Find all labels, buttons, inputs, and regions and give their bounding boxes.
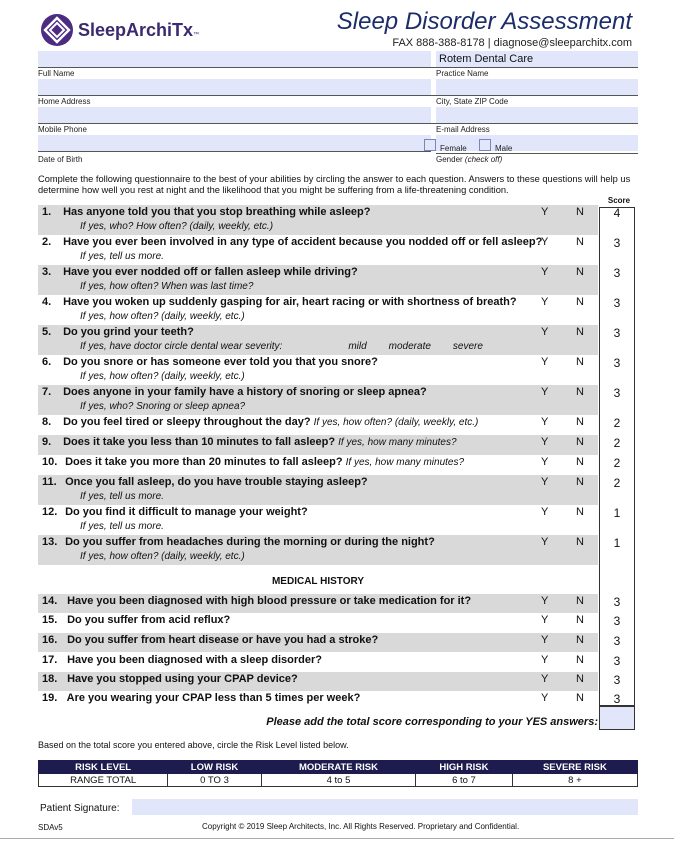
question-score: 3 <box>613 296 621 310</box>
no-option[interactable]: N <box>576 356 584 368</box>
question-followup-line <box>80 521 186 532</box>
logo <box>40 12 210 48</box>
question-row <box>38 455 598 475</box>
question-score: 3 <box>613 386 621 400</box>
question-number: 16. <box>42 634 58 646</box>
divider <box>38 95 638 96</box>
gender-hint: (check off) <box>464 155 503 164</box>
question-text <box>42 614 230 626</box>
logo-tm: ™ <box>193 31 200 38</box>
question-followup: If yes, how many minutes? <box>345 457 465 468</box>
question-number: 2. <box>42 236 52 248</box>
question-score: 2 <box>613 436 621 450</box>
yes-option[interactable]: Y <box>541 436 549 448</box>
question-score: 3 <box>613 614 621 628</box>
question-followup: If yes, who? Snoring or sleep apnea? <box>80 401 246 412</box>
question-number: 12. <box>42 506 58 518</box>
yes-option[interactable]: Y <box>541 595 549 607</box>
question-number: 6. <box>42 356 52 368</box>
total-score-field[interactable] <box>599 706 635 730</box>
signature-label: Patient Signature: <box>40 803 120 814</box>
question-text <box>42 356 378 368</box>
practice-value[interactable]: Rotem Dental Care <box>436 51 638 67</box>
question-score: 3 <box>613 236 621 250</box>
copyright: Copyright © 2019 Sleep Architects, Inc. All Rights Reserved. Proprietary and Confidential. <box>202 822 520 831</box>
mobile-field[interactable] <box>38 135 431 151</box>
yes-option[interactable]: Y <box>541 356 549 368</box>
question-score: 3 <box>613 654 621 668</box>
yes-option[interactable]: Y <box>541 416 549 428</box>
medical-row <box>38 653 598 672</box>
question-followup-line <box>80 551 267 562</box>
no-option[interactable]: N <box>576 673 584 685</box>
question-label: Does anyone in your family have a history of snoring or sleep apnea? <box>63 386 427 398</box>
question-number: 9. <box>42 436 52 448</box>
male-checkbox[interactable] <box>479 139 491 151</box>
question-row <box>38 475 598 505</box>
yes-option[interactable]: Y <box>541 476 549 488</box>
question-followup: If yes, how often? (daily, weekly, etc.) <box>313 417 479 428</box>
question-row <box>38 435 598 455</box>
risk-header-cell: HIGH RISK <box>416 761 513 774</box>
medical-row <box>38 691 598 710</box>
footer-divider <box>0 838 674 839</box>
score-header: Score <box>607 196 631 205</box>
question-score: 3 <box>613 634 621 648</box>
question-score: 2 <box>613 476 621 490</box>
question-row <box>38 355 598 385</box>
question-label: Do you grind your teeth? <box>63 326 194 338</box>
question-row <box>38 505 598 535</box>
no-option[interactable]: N <box>576 416 584 428</box>
yes-option[interactable]: Y <box>541 456 549 468</box>
dob-label: Date of Birth <box>38 155 83 164</box>
question-row <box>38 415 598 435</box>
question-text <box>42 416 478 428</box>
yes-option[interactable]: Y <box>541 206 549 218</box>
city-label: City, State ZIP Code <box>436 97 509 106</box>
female-label: Female <box>440 144 467 153</box>
female-checkbox[interactable] <box>424 139 436 151</box>
question-label: Once you fall asleep, do you have trouble staying asleep? <box>65 476 368 488</box>
medical-row <box>38 633 598 652</box>
question-label: Are you wearing your CPAP less than 5 times per week? <box>66 692 361 704</box>
question-followup: If yes, tell us more. <box>80 491 164 502</box>
question-label: Have you ever been involved in any type of accident because you nodded off or fell asleep? <box>63 236 543 248</box>
question-number: 8. <box>42 416 52 428</box>
question-text <box>42 456 464 468</box>
question-text <box>42 236 542 248</box>
question-text <box>42 673 298 685</box>
question-score: 2 <box>613 416 621 430</box>
practice-spacer-field <box>38 51 431 67</box>
logo-mark-icon <box>40 13 74 47</box>
risk-header-cell: MODERATE RISK <box>261 761 415 774</box>
no-option[interactable]: N <box>576 634 584 646</box>
question-text <box>42 266 358 278</box>
question-label: Do you suffer from heart disease or have you had a stroke? <box>67 634 379 646</box>
medical-history-title: MEDICAL HISTORY <box>271 576 365 587</box>
question-followup: If yes, how many minutes? <box>338 437 457 448</box>
risk-header-cell: RISK LEVEL <box>39 761 168 774</box>
question-text <box>42 436 457 448</box>
question-label: Do you snore or has someone ever told you that you snore? <box>63 356 378 368</box>
severity-option[interactable]: severe <box>452 341 483 352</box>
no-option[interactable]: N <box>576 595 584 607</box>
question-number: 5. <box>42 326 52 338</box>
full-name-label: Full Name <box>38 69 75 78</box>
question-score: 1 <box>613 536 621 550</box>
risk-header-row <box>39 761 638 774</box>
question-label: Do you feel tired or sleepy throughout the day? <box>63 416 311 428</box>
question-score: 3 <box>613 595 621 609</box>
question-number: 19. <box>42 692 58 704</box>
question-followup-line <box>80 341 505 352</box>
no-option[interactable]: N <box>576 536 584 548</box>
no-option[interactable]: N <box>576 266 584 278</box>
no-option[interactable]: N <box>576 236 584 248</box>
full-name-field[interactable] <box>38 79 431 95</box>
question-score: 3 <box>613 673 621 687</box>
question-number: 17. <box>42 654 58 666</box>
risk-value-cell[interactable]: 8 + <box>512 774 637 787</box>
contact-line: FAX 888-388-8178 | diagnose@sleeparchitx.com <box>392 37 632 49</box>
question-score: 3 <box>613 266 621 280</box>
question-label: Have you woken up suddenly gasping for air, heart racing or with shortness of breath? <box>63 296 517 308</box>
severity-option[interactable]: mild <box>348 341 367 352</box>
risk-value-cell: RANGE TOTAL <box>39 774 168 787</box>
intro-text: Complete the following questionnaire to the best of your abilities by circling the answer to each question. Answers to these questions will help us determine how well you rest at night and the likelihood that you might be suffering from a life-threatening condition. <box>38 174 631 195</box>
no-option[interactable]: N <box>576 326 584 338</box>
question-row <box>38 265 598 295</box>
yes-option[interactable]: Y <box>541 692 549 704</box>
risk-value-row <box>39 774 638 787</box>
question-row <box>38 535 598 565</box>
gender-label-text: Gender <box>436 155 463 164</box>
question-number: 18. <box>42 673 58 685</box>
signature-field[interactable] <box>132 799 638 815</box>
risk-intro: Based on the total score you entered above, circle the Risk Level listed below. <box>38 740 349 750</box>
risk-table <box>38 760 638 787</box>
no-option[interactable]: N <box>576 296 584 308</box>
question-text <box>42 692 360 704</box>
question-row <box>38 325 598 355</box>
question-followup: If yes, how often? When was last time? <box>80 281 254 292</box>
question-score: 2 <box>613 456 621 470</box>
question-text <box>42 206 371 218</box>
question-number: 4. <box>42 296 52 308</box>
no-option[interactable]: N <box>576 456 584 468</box>
question-score: 4 <box>613 206 621 220</box>
yes-option[interactable]: Y <box>541 654 549 666</box>
question-number: 14. <box>42 595 58 607</box>
question-followup: If yes, who? How often? (daily, weekly, etc.) <box>80 221 274 232</box>
question-followup-line <box>80 311 267 322</box>
question-followup: If yes, tell us more. <box>80 251 164 262</box>
logo-text: SleepArchiTx <box>78 19 194 40</box>
question-text <box>42 296 517 308</box>
risk-header-cell: SEVERE RISK <box>512 761 637 774</box>
divider <box>436 153 638 154</box>
risk-value-cell[interactable]: 6 to 7 <box>416 774 513 787</box>
yes-option[interactable]: Y <box>541 296 549 308</box>
severity-option[interactable]: moderate <box>388 341 431 352</box>
question-row <box>38 295 598 325</box>
risk-value-cell[interactable]: 4 to 5 <box>261 774 415 787</box>
question-followup-line <box>80 281 275 292</box>
question-label: Do you suffer from headaches during the morning or during the night? <box>65 536 435 548</box>
yes-option[interactable]: Y <box>541 326 549 338</box>
question-followup: If yes, how often? (daily, weekly, etc.) <box>80 371 245 382</box>
medical-row <box>38 672 598 691</box>
question-score: 3 <box>613 356 621 370</box>
no-option[interactable]: N <box>576 476 584 488</box>
question-label: Do you find it difficult to manage your weight? <box>65 506 308 518</box>
yes-option[interactable]: Y <box>541 536 549 548</box>
question-followup-line <box>80 251 186 262</box>
question-row <box>38 235 598 265</box>
yes-option[interactable]: Y <box>541 386 549 398</box>
mobile-label: Mobile Phone <box>38 125 87 134</box>
question-text <box>42 654 322 666</box>
city-field[interactable] <box>436 107 638 123</box>
question-number: 3. <box>42 266 52 278</box>
question-text <box>42 476 368 488</box>
no-option[interactable]: N <box>576 206 584 218</box>
question-followup: If yes, how often? (daily, weekly, etc.) <box>80 551 245 562</box>
practice-name-field[interactable] <box>436 79 638 95</box>
medical-row <box>38 594 598 613</box>
question-followup-line <box>80 401 267 412</box>
question-number: 11. <box>42 476 57 488</box>
question-label: Have you been diagnosed with a sleep disorder? <box>67 654 322 666</box>
question-label: Have you stopped using your CPAP device? <box>67 673 298 685</box>
question-score: 3 <box>613 326 621 340</box>
question-row <box>38 385 598 415</box>
question-text <box>42 326 194 338</box>
question-score: 3 <box>613 692 621 706</box>
question-number: 7. <box>42 386 52 398</box>
home-address-field[interactable] <box>38 107 431 123</box>
question-number: 13. <box>42 536 58 548</box>
yes-option[interactable]: Y <box>541 266 549 278</box>
version-label: SDAv5 <box>38 823 63 832</box>
question-followup: If yes, have doctor circle dental wear severity: <box>80 341 283 352</box>
question-label: Has anyone told you that you stop breathing while asleep? <box>63 206 371 218</box>
no-option[interactable]: N <box>576 614 584 626</box>
no-option[interactable]: N <box>576 654 584 666</box>
question-text <box>42 506 308 518</box>
question-number: 10. <box>42 456 58 468</box>
divider <box>38 123 638 124</box>
no-option[interactable]: N <box>576 692 584 704</box>
divider <box>38 67 638 68</box>
question-label: Have you ever nodded off or fallen asleep while driving? <box>63 266 358 278</box>
no-option[interactable]: N <box>576 506 584 518</box>
no-option[interactable]: N <box>576 386 584 398</box>
page-title: Sleep Disorder Assessment <box>336 8 632 35</box>
divider <box>38 151 431 152</box>
email-label: E-mail Address <box>436 125 490 134</box>
question-followup-line <box>80 221 295 232</box>
medical-row <box>38 613 598 632</box>
total-score-label: Please add the total score corresponding to your YES answers: <box>266 716 598 728</box>
male-label: Male <box>495 144 513 153</box>
yes-option[interactable]: Y <box>541 506 549 518</box>
question-text <box>42 595 471 607</box>
question-followup-line <box>80 491 186 502</box>
question-label: Have you been diagnosed with high blood pressure or take medication for it? <box>67 595 472 607</box>
no-option[interactable]: N <box>576 436 584 448</box>
risk-value-cell[interactable]: 0 TO 3 <box>168 774 262 787</box>
yes-option[interactable]: Y <box>541 236 549 248</box>
question-text <box>42 386 427 398</box>
yes-option[interactable]: Y <box>541 634 549 646</box>
question-followup: If yes, how often? (daily, weekly, etc.) <box>80 311 245 322</box>
question-label: Does it take you more than 20 minutes to fall asleep? <box>65 456 343 468</box>
risk-header-cell: LOW RISK <box>168 761 262 774</box>
gender-label <box>436 155 502 164</box>
question-text <box>42 536 435 548</box>
practice-name-label: Practice Name <box>436 69 489 78</box>
question-number: 15. <box>42 614 58 626</box>
question-label: Does it take you less than 10 minutes to fall asleep? <box>63 436 336 448</box>
home-address-label: Home Address <box>38 97 91 106</box>
question-row <box>38 205 598 235</box>
question-label: Do you suffer from acid reflux? <box>67 614 231 626</box>
question-followup: If yes, tell us more. <box>80 521 164 532</box>
question-number: 1. <box>42 206 52 218</box>
yes-option[interactable]: Y <box>541 673 549 685</box>
yes-option[interactable]: Y <box>541 614 549 626</box>
question-followup-line <box>80 371 267 382</box>
question-text <box>42 634 378 646</box>
question-score: 1 <box>613 506 621 520</box>
